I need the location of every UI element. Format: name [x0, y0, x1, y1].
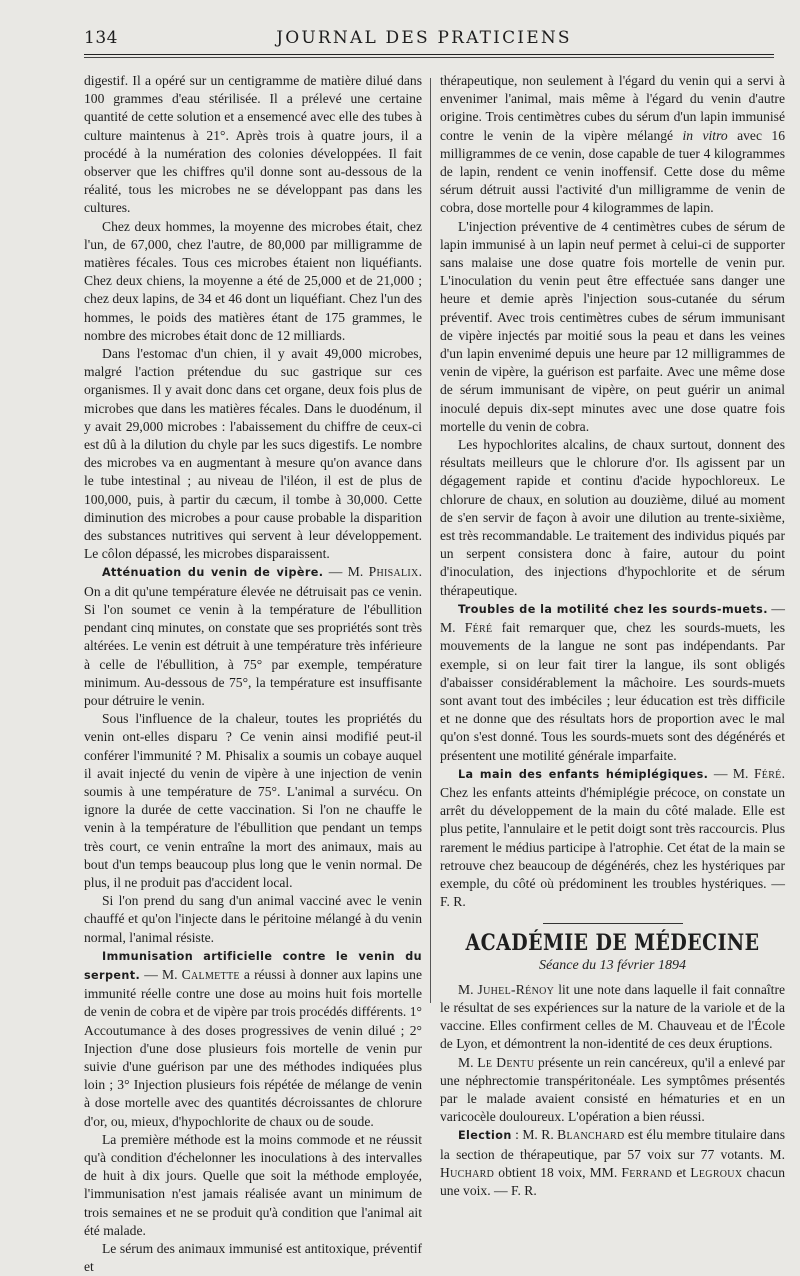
author-name: Le Dentu [477, 1054, 535, 1070]
section-hemiplegic-hand: La main des enfants hémiplégiques. — M. Féré. Chez les enfants atteints d'hémiplégie précoce, on constate un arrêt du développement de la main du côté malade. Elle est plus petite, l'annulaire et le petit doigt sont très raccourcis. Plus rarement le médius participe à l'atrophie. Cet état de la main se retrouve chez beaucoup de dégénérés, chez les hystériques par exemple, du côté où prédominent les troubles hystériques. — F. R. [440, 765, 785, 910]
author-name: Blanchard [557, 1127, 625, 1143]
paragraph: L'injection préventive de 4 centimètres cubes de sérum de lapin immunisé à un lapin neuf permet à celui-ci de supporter sans malaise une dose quatre fois mortelle de venin pur. L'inoculation du venin peut être effectuée sans danger une heure et demie après l'injection sous-cutanée du sérum préventif. Avec trois centimètres cubes de sérum immunisant de vipère injectés par moitié sous la peau et dans les veines d'un lapin envenimé depuis une heure par 12 milligrammes de venin de vipère, la guérison est parfaite. Avec une même dose de sérum immunisant de vipère, on peut guérir un animal inoculé depuis dix-sept minutes avec une dose quatre fois mortelle du venin de cobra. [440, 218, 785, 434]
author-name: Féré [753, 765, 782, 781]
header-rule [84, 54, 774, 58]
author-name: Juhel-Rénoy [477, 981, 555, 997]
paragraph: digestif. Il a opéré sur un centigramme de matière dilué dans 100 grammes d'eau stérilisée. Il a prélevé une certaine quantité de cette solution et a ensemencé avec elle des tubes à culture maintenus à 21°. Après trois à quatre jours, il a procédé à la numération des colonies développées. Il fait observer que les chiffres qu'il donne sont au-dessous de la réalité, tous les microbes ne se développant pas dans les cultures. [84, 73, 422, 216]
paragraph: Si l'on prend du sang d'un animal vacciné avec le venin chauffé et qu'on l'injecte dans le péritoine mélangé à du venin normal, l'animal résiste. [84, 893, 422, 945]
session-date: Séance du 13 février 1894 [539, 957, 686, 973]
paragraph: Les hypochlorites alcalins, de chaux surtout, donnent des résultats meilleurs que le chlorure d'or. Ils agissent par un dégagement rapide et continu d'acide hypochloreux. Le chlorure de chaux, en solution au douzième, dilué au moment de s'en servir de façon à avoir une dilution au trente-sixième, est très recommandable. Le traitement des individus piqués par un serpent consistera donc à faire, autour du point d'inoculation, des injections d'hypochlorite et de sérum thérapeutique. [440, 437, 785, 598]
author-name: Calmette [181, 966, 240, 982]
paragraph: La première méthode est la moins commode et ne réussit qu'à condition d'échelonner les inoculations à des intervalles de huit à dix jours. Quelle que soit la méthode employée, l'immunisation n'est jamais réalisée avant un minimum de trois semaines et ne se produit qu'à condition que l'animal ait été malade. [84, 1131, 422, 1238]
paragraph: Le sérum des animaux immunisé est antitoxique, préventif et [84, 1241, 422, 1275]
author-name: Huchard [440, 1164, 495, 1180]
paragraph: Chez deux hommes, la moyenne des microbes était, chez l'un, de 67,000, chez l'autre, de 80,000 par milligramme de matières fécales. Tous ces microbes étaient non liquéfiants. Chez deux chiens, la moyenne a été de 25,000 et de 21,000 ; chez deux lapins, de 34 et 46 dont un liquéfiant. Chez l'un des hommes, le poids des matières étant de 175 grammes, le nombre des microbes était donc de 12 milliards. [84, 218, 422, 343]
author-name: Ferrand [621, 1164, 673, 1180]
election-paragraph: Election : M. R. Blanchard est élu membre titulaire dans la section de thérapeutique, par 57 voix sur 77 votants. M. Huchard obtient 18 voix, MM. Ferrand et Legroux chacun une voix. — F. R. [440, 1127, 785, 1198]
paragraph: M. Le Dentu présente un rein cancéreux, qu'il a enlevé par une néphrectomie transpéritonéale. Les symptômes présentés par le malade avaient consisté en hématuries et en un varicocèle douloureux. L'opération a bien réussi. [440, 1054, 785, 1125]
section-rule [543, 923, 683, 924]
author-name: Féré [464, 620, 493, 636]
page-header [84, 26, 764, 52]
section-deaf-mute: Troubles de la motilité chez les sourds-muets. — M. Féré fait remarquer que, chez les sourds-muets, les mouvements de la langue ne sont pas indépendants. Par exemple, si on leur fait tirer la langue, ils sont obligés d'abaisser considérablement la mâchoire. Les sourds-muets sont avant tout des imbéciles ; leur éducation est très difficile et ne donne que des résultats hors de proportion avec le mal qu'on s'est donné. Tous les sourds-muets sont des dégénérés et présentent une motilité générale imparfaite. [440, 600, 785, 763]
paragraph: M. Juhel-Rénoy lit une note dans laquelle il fait connaître le résultat de ses expériences sur la nature de la variole et de la vaccine. Elles confirment celles de M. Chauveau et de l'École de Lyon, et démontrent la non-identité de ces deux éruptions. [440, 981, 785, 1052]
page-number: 134 [84, 28, 118, 48]
section-immunisation: Immunisation artificielle contre le venin du serpent. — M. Calmette a réussi à donner aux lapins une immunité réelle contre une dose au moins huit fois mortelle de venin de cobra et de vipère par trois procédés différents. 1° Accoutumance à des doses progressives de venin dilué ; 2° Injection d'une dose plusieurs fois mortelle de venin pur suivie d'une guérison par une des méthodes indiquées plus loin ; 3° Injection plusieurs fois répétée de mélange de venin à dose mortelle avec des quantités décroissantes de chlorure d'or, ou, mieux, d'hypochlorite de chaux ou de soude. [84, 949, 423, 1129]
column-divider [430, 78, 431, 1003]
section-heading: Election [458, 1129, 512, 1143]
section-venom-attenuation: Atténuation du venin de vipère. — M. Phisalix. On a dit qu'une température élevée ne détruisait pas ce venin. Si l'on soumet ce venin à la température de l'ébullition pendant cinq minutes, on constate que ses propriétés sont très altérées. Le venin est détruit à une température très inférieure à celle de l'ébullition, à 75° par exemple, température minimum. Au-dessous de 75°, la température est insuffisante pour détruire le venin. [84, 564, 422, 708]
paragraph: Dans l'estomac d'un chien, il y avait 49,000 microbes, malgré l'action prétendue du suc gastrique sur ces organismes. Il y avait donc dans cet organe, deux fois plus de microbes que dans les matières fécales. Dans le duodénum, il y avait 29,000 microbes : l'abaissement du chiffre de ceux-ci est dû à la dilution du chyle par les sucs digestifs. Le nombre des microbes va en augmentant à mesure qu'on avance dans le tube intestinal ; au niveau de l'iléon, il est de plus de 100,000, puis, à partir du cæcum, il tombe à 30,000. Cette diminution des microbes a pour cause probable la disparition des substances nutritives qui servent à leur développement. Le côlon dépassé, les microbes disparaissent. [84, 346, 422, 562]
section-heading: Immunisation artificielle contre le venin du serpent. [84, 949, 422, 982]
paragraph: Sous l'influence de la chaleur, toutes les propriétés du venin ont-elles disparu ? Ce venin ainsi modifié peut-il conférer l'immunité ? M. Phisalix a soumis un cobaye auquel il avait injecté du venin de vipère à une injection de venin soumis à une température de 75°. L'animal a survécu. On ignore la durée de cette vaccination. Si l'on ne chauffe le venin à la température de l'ébullition que pendant un temps très court, ce venin entraîne la mort des animaux, mais au bout d'un temps beaucoup plus long que le venin normal. De plus, il ne produit pas d'accident local. [84, 711, 422, 890]
right-column [440, 72, 785, 1200]
academy-heading: ACADÉMIE DE MÉDECINE [465, 930, 760, 957]
section-heading: La main des enfants hémiplégiques. [458, 767, 709, 781]
section-heading: Troubles de la motilité chez les sourds-muets. [458, 602, 768, 616]
paragraph: thérapeutique, non seulement à l'égard du venin qui a servi à envenimer l'animal, mais même à l'égard du venin d'autre origine. Trois centimètres cubes du sérum d'un lapin immunisé contre le venin de la vipère mélangé in vitro avec 16 milligrammes de ce venin, dose capable de tuer 4 kilogrammes de lapin, rendent ce venin inoffensif. Cette dose du même sérum détruit aussi l'activité d'un milligramme de venin de cobra, dose mortelle pour 4 kilogrammes de lapin. [440, 73, 785, 216]
running-title: JOURNAL DES PRATICIENS [276, 28, 572, 48]
left-column [84, 72, 422, 1276]
author-name: Legroux [690, 1164, 743, 1180]
section-heading: Atténuation du venin de vipère. [102, 566, 324, 580]
italic-term: in vitro [682, 127, 728, 143]
author-name: Phisalix [368, 564, 419, 580]
